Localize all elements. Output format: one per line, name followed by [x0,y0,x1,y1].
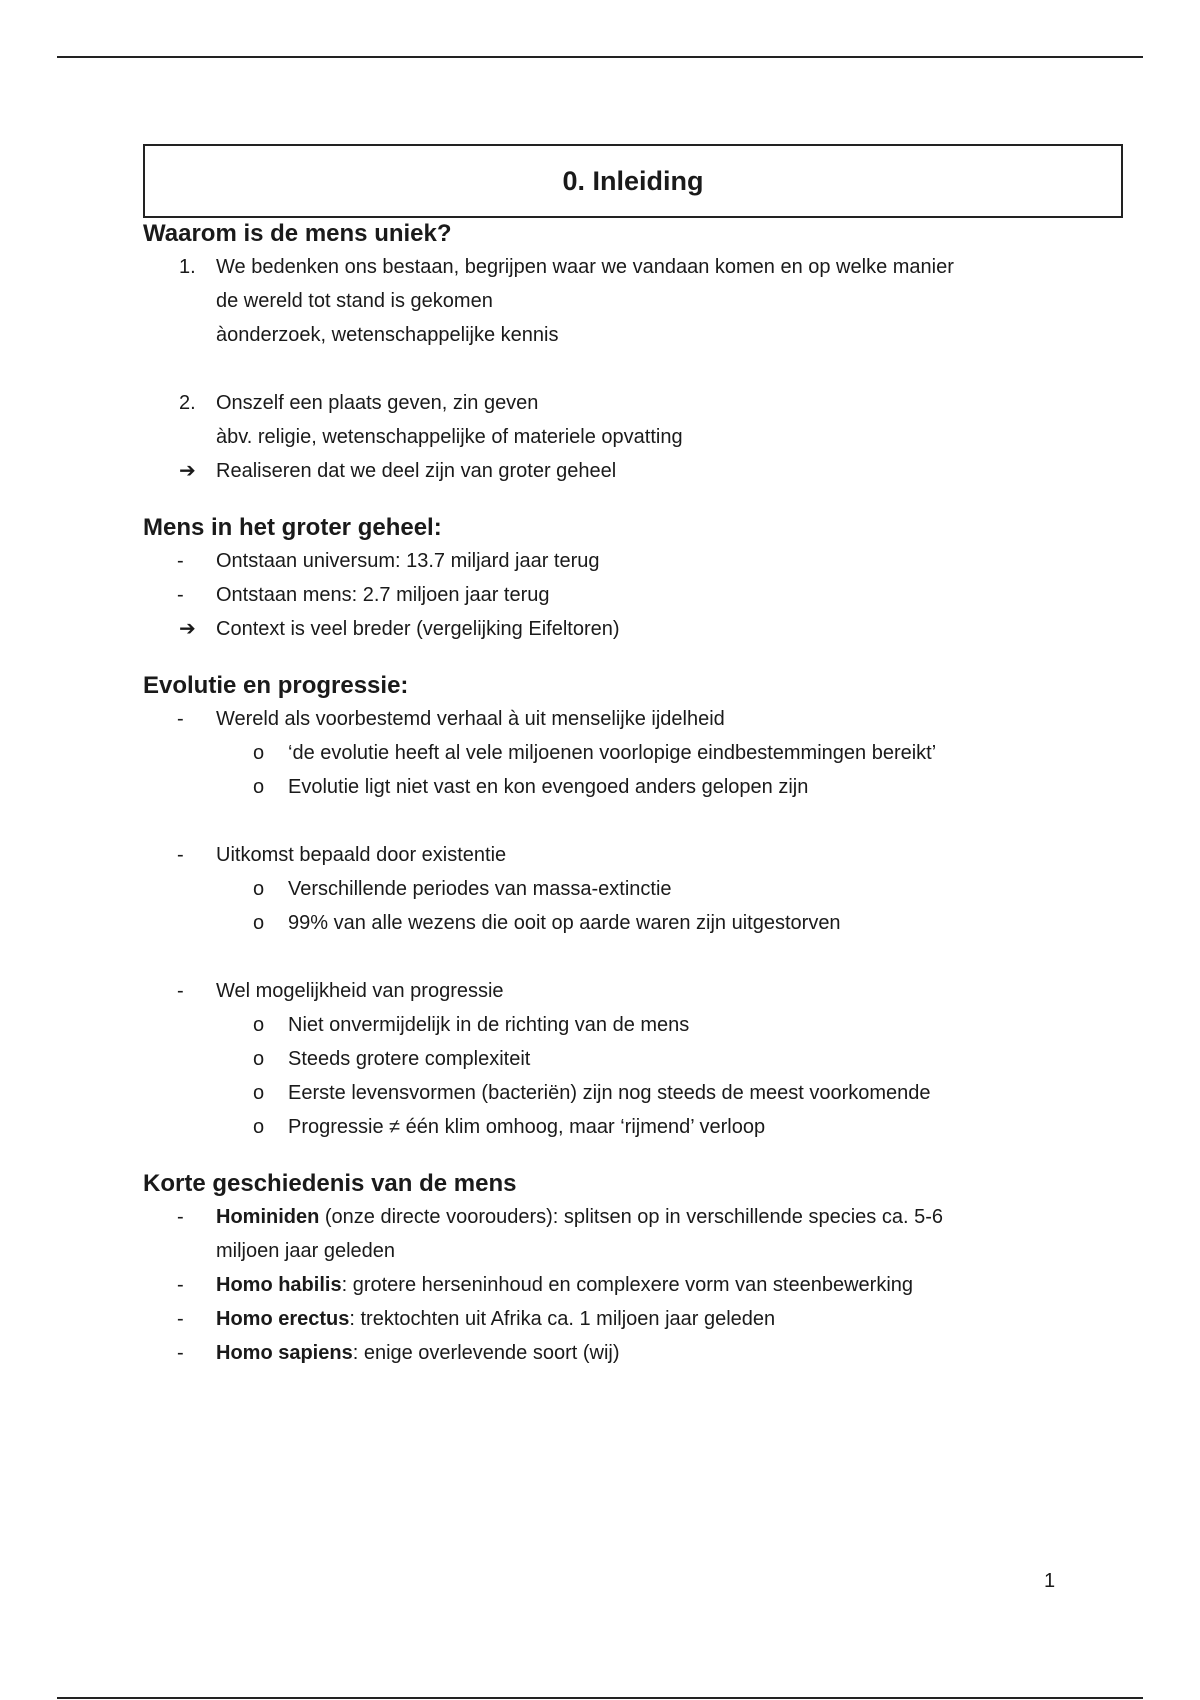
sub-list-text: 99% van alle wezens die ooit op aarde waren zijn uitgestorven [288,912,841,934]
section-heading: Mens in het groter geheel: [143,514,442,541]
page-number: 1 [1044,1570,1056,1592]
list-item [143,386,1123,454]
section-heading: Korte geschiedenis van de mens [143,1170,517,1197]
sub-list-text: Steeds grotere complexiteit [288,1048,531,1070]
list-text: Context is veel breder (vergelijking Eifeltoren) [216,618,620,640]
section-heading: Waarom is de mens uniek? [143,220,452,247]
dash-bullet: - [177,1206,184,1228]
sub-list-text: Progressie ≠ één klim omhoog, maar ‘rijmend’ verloop [288,1116,766,1138]
list-item [143,974,1123,1008]
list-item [143,1336,1123,1370]
list-text: Ontstaan universum: 13.7 miljard jaar terug [216,550,600,572]
list-text: Realiseren dat we deel zijn van groter geheel [216,460,617,482]
sub-list-text: Verschillende periodes van massa-extinctie [288,878,672,900]
sub-list-text: Eerste levensvormen (bacteriën) zijn nog steeds de meest voorkomende [288,1082,931,1104]
circle-bullet: o [253,878,265,900]
sub-list-item [143,736,1123,770]
section-history [143,1168,1123,1370]
list-text: : trektochten uit Afrika ca. 1 miljoen jaar geleden [349,1308,776,1330]
list-text: Wel mogelijkheid van progressie [216,980,504,1002]
sub-list-text: Evolutie ligt niet vast en kon evengoed anders gelopen zijn [288,776,809,798]
list-text: Onszelf een plaats geven, zin geven [216,392,539,414]
list-text: We bedenken ons bestaan, begrijpen waar we vandaan komen en op welke manier [216,256,954,278]
bottom-rule [57,1697,1143,1699]
list-number: 2. [179,392,196,414]
list-text: : enige overlevende soort (wij) [352,1342,620,1364]
list-item [143,250,1123,352]
chapter-title: 0. Inleiding [562,165,704,196]
list-text: àonderzoek, wetenschappelijke kennis [216,324,559,346]
top-rule [57,56,1143,58]
list-text: de wereld tot stand is gekomen [216,290,493,312]
dash-bullet: - [177,550,184,572]
term: Hominiden [216,1206,320,1228]
section-evolution [143,670,1123,1144]
circle-bullet: o [253,742,265,764]
page-content [143,144,1123,1370]
dash-bullet: - [177,708,184,730]
circle-bullet: o [253,1048,265,1070]
list-item [143,702,1123,736]
list-item [143,612,1123,646]
circle-bullet: o [253,1116,265,1138]
dash-bullet: - [177,584,184,606]
circle-bullet: o [253,1082,265,1104]
dash-bullet: - [177,1308,184,1330]
sub-list-item [143,872,1123,906]
circle-bullet: o [253,1014,265,1036]
list-text: àbv. religie, wetenschappelijke of materiele opvatting [216,426,683,448]
list-item [143,1302,1123,1336]
sub-list-item [143,1110,1123,1144]
list-item [143,454,1123,488]
sub-list-item [143,1008,1123,1042]
circle-bullet: o [253,912,265,934]
list-text: miljoen jaar geleden [216,1240,396,1262]
dash-bullet: - [177,1274,184,1296]
list-text: Uitkomst bepaald door existentie [216,844,507,866]
list-item [143,1268,1123,1302]
section-whole [143,512,1123,646]
term: Homo erectus [216,1308,350,1330]
sub-list-item [143,906,1123,940]
list-item [143,544,1123,578]
list-text: : grotere herseninhoud en complexere vorm van steenbewerking [341,1274,914,1296]
list-item [143,838,1123,872]
term: Homo habilis [216,1274,342,1296]
sub-list-text: Niet onvermijdelijk in de richting van de mens [288,1014,690,1036]
sub-list-item [143,770,1123,804]
list-number: 1. [179,256,196,278]
section-heading: Evolutie en progressie: [143,672,409,699]
list-text: Ontstaan mens: 2.7 miljoen jaar terug [216,584,550,606]
list-item [143,1200,1123,1268]
chapter-title-box [143,144,1123,218]
dash-bullet: - [177,1342,184,1364]
arrow-icon: ➔ [179,460,196,482]
term: Homo sapiens [216,1342,353,1364]
sub-list-item [143,1042,1123,1076]
dash-bullet: - [177,980,184,1002]
list-text: (onze directe voorouders): splitsen op in verschillende species ca. 5-6 [319,1206,943,1228]
arrow-icon: ➔ [179,618,196,640]
list-item [143,578,1123,612]
circle-bullet: o [253,776,265,798]
sub-list-text: ‘de evolutie heeft al vele miljoenen voorlopige eindbestemmingen bereikt’ [288,742,937,764]
section-unique [143,218,1123,488]
list-text: Wereld als voorbestemd verhaal à uit menselijke ijdelheid [216,708,725,730]
sub-list-item [143,1076,1123,1110]
dash-bullet: - [177,844,184,866]
